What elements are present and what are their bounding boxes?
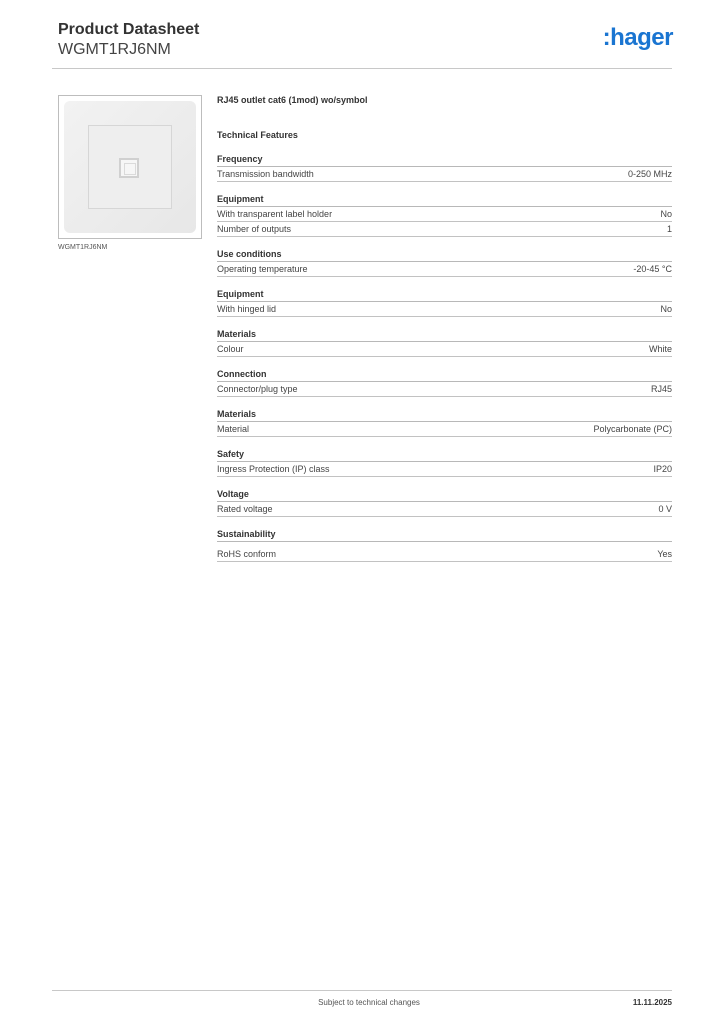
- section-title: Use conditions: [217, 248, 672, 262]
- spec-section: [217, 288, 672, 317]
- section-title: Sustainability: [217, 528, 672, 542]
- outlet-frame: [88, 125, 172, 209]
- spec-section: [217, 448, 672, 477]
- section-title: Equipment: [217, 193, 672, 207]
- header-divider: [52, 68, 672, 69]
- rj45-jack-icon: [119, 158, 139, 178]
- spec-value: IP20: [653, 464, 672, 474]
- spec-label: Operating temperature: [217, 264, 308, 274]
- spec-section: [217, 528, 672, 562]
- spec-label: Number of outputs: [217, 224, 292, 234]
- spec-label: With hinged lid: [217, 304, 277, 314]
- spec-value: -20-45 °C: [633, 264, 672, 274]
- spec-value: 1: [666, 224, 672, 234]
- section-title: Frequency: [217, 153, 672, 167]
- spec-value: RJ45: [650, 384, 672, 394]
- spec-label: Material: [217, 424, 250, 434]
- spec-row: [217, 382, 672, 397]
- spec-row: [217, 462, 672, 477]
- spec-sections: [217, 153, 672, 562]
- spec-section: [217, 368, 672, 397]
- footer-note: Subject to technical changes: [318, 998, 420, 1007]
- spec-row: [217, 262, 672, 277]
- spec-row: [217, 222, 672, 237]
- spec-value: 0 V: [658, 504, 672, 514]
- spec-label: With transparent label holder: [217, 209, 333, 219]
- spec-row: [217, 207, 672, 222]
- spec-section: [217, 248, 672, 277]
- spec-value: No: [660, 304, 672, 314]
- spec-row: [217, 302, 672, 317]
- spec-label: RoHS conform: [217, 549, 277, 559]
- spec-label: Connector/plug type: [217, 384, 298, 394]
- spec-value: Yes: [657, 549, 672, 559]
- spec-section: [217, 193, 672, 237]
- spec-row: [217, 502, 672, 517]
- spec-row: [217, 547, 672, 562]
- spec-value: Polycarbonate (PC): [593, 424, 672, 434]
- spec-label: Rated voltage: [217, 504, 273, 514]
- spec-row: [217, 342, 672, 357]
- product-description: RJ45 outlet cat6 (1mod) wo/symbol: [217, 95, 368, 105]
- spec-row: [217, 167, 672, 182]
- technical-features-heading: Technical Features: [217, 130, 298, 140]
- footer-divider: [52, 990, 672, 991]
- section-title: Safety: [217, 448, 672, 462]
- section-title: Connection: [217, 368, 672, 382]
- spec-row: [217, 422, 672, 437]
- outlet-plate: [64, 101, 196, 233]
- spec-section: [217, 153, 672, 182]
- image-caption: WGMT1RJ6NM: [58, 244, 108, 251]
- product-image: [58, 95, 202, 239]
- spec-section: [217, 328, 672, 357]
- section-title: Materials: [217, 408, 672, 422]
- spec-label: Transmission bandwidth: [217, 169, 314, 179]
- page-title: Product Datasheet: [58, 21, 200, 38]
- section-title: Voltage: [217, 488, 672, 502]
- spec-value: 0-250 MHz: [627, 169, 672, 179]
- spec-section: [217, 488, 672, 517]
- spec-value: White: [648, 344, 672, 354]
- spec-content: [217, 92, 672, 562]
- spec-section: [217, 408, 672, 437]
- product-code: WGMT1RJ6NM: [58, 41, 171, 58]
- spec-label: Ingress Protection (IP) class: [217, 464, 330, 474]
- spec-value: No: [660, 209, 672, 219]
- section-title: Materials: [217, 328, 672, 342]
- spec-label: Colour: [217, 344, 244, 354]
- hager-logo: :hager: [602, 24, 673, 51]
- page-header: [58, 20, 673, 68]
- section-title: Equipment: [217, 288, 672, 302]
- footer-date: 11.11.2025: [632, 998, 672, 1007]
